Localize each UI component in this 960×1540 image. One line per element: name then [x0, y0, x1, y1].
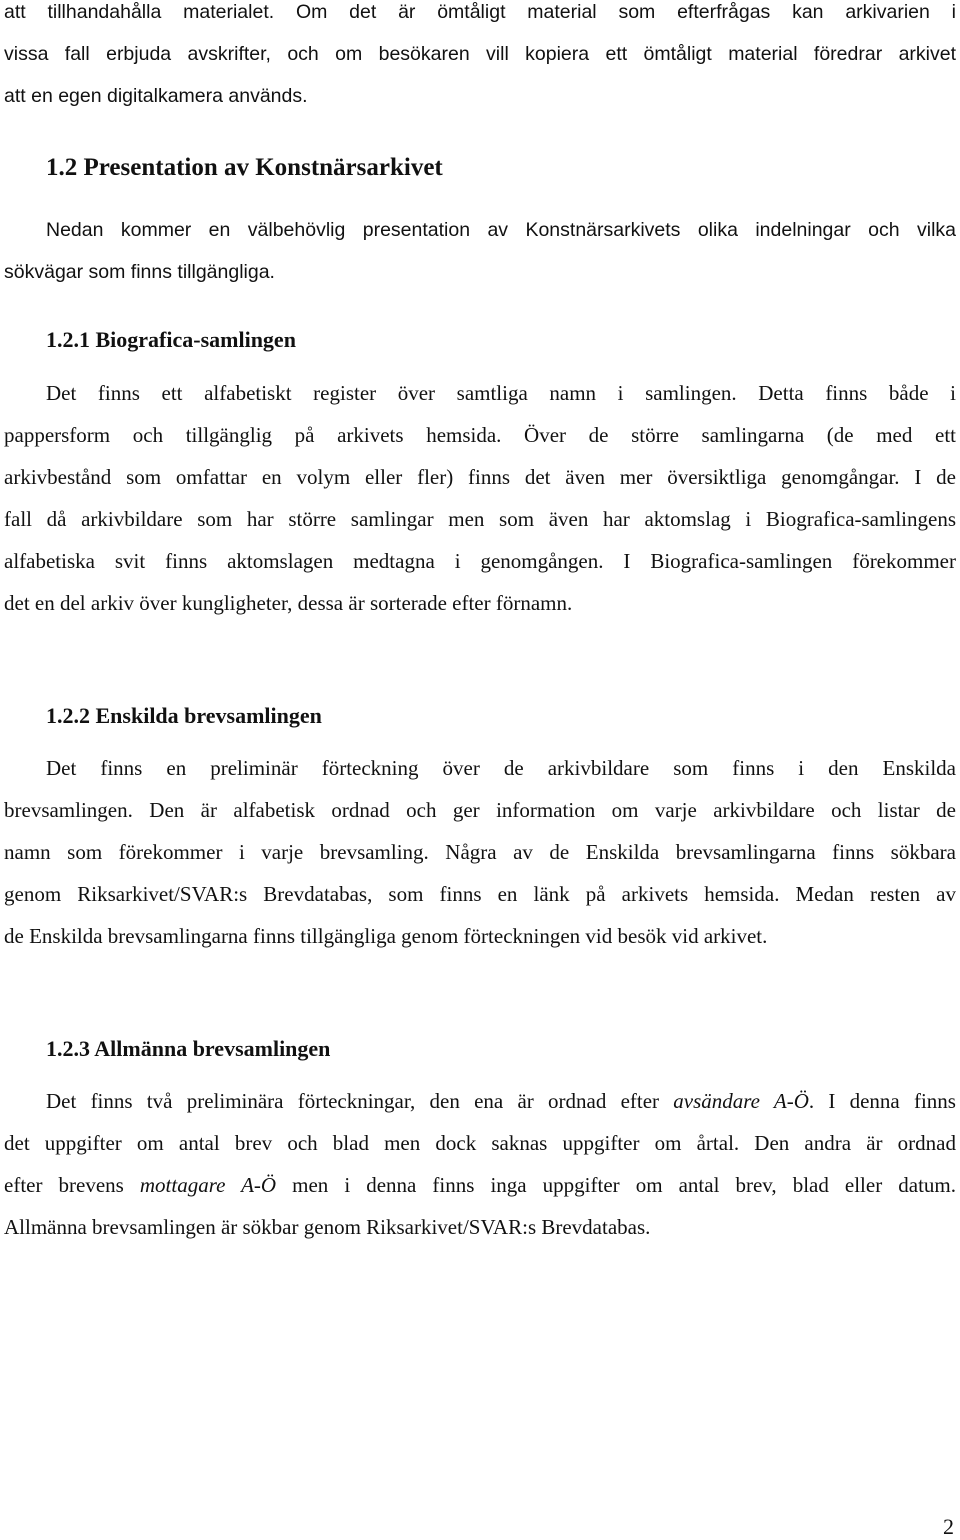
page-number: 2	[943, 1514, 954, 1539]
section-1-2-2-paragraph	[4, 747, 956, 957]
section-1-2-1-paragraph	[4, 372, 956, 624]
text-line: fall då arkivbildare som har större samlingar men som även har aktomslag i Biografica-samlingens	[4, 507, 956, 531]
text-line: att en egen digitalkamera används.	[4, 85, 308, 107]
text-line: namn som förekommer i varje brevsamling. Några av de Enskilda brevsamlingarna finns sökbara	[4, 840, 956, 864]
text-segment: . I denna finns	[808, 1089, 956, 1113]
section-heading-1-2: 1.2 Presentation av Konstnärsarkivet	[46, 154, 443, 181]
text-line: Allmänna brevsamlingen är sökbar genom Riksarkivet/SVAR:s Brevdatabas.	[4, 1215, 651, 1239]
intro-paragraph	[4, 0, 956, 117]
text-line: pappersform och tillgänglig på arkivets hemsida. Över de större samlingarna (de med ett	[4, 423, 956, 447]
section-1-2-paragraph	[4, 209, 956, 293]
text-segment: Det finns två preliminära förteckningar, den ena är ordnad efter	[46, 1089, 674, 1113]
text-line: det en del arkiv över kungligheter, dessa är sorterade efter förnamn.	[4, 591, 573, 615]
text-line: alfabetiska svit finns aktomslagen medtagna i genomgången. I Biografica-samlingen förekommer	[4, 549, 956, 573]
text-line: att tillhandahålla materialet. Om det är ömtåligt material som efterfrågas kan arkivarien i	[4, 1, 956, 23]
text-line: brevsamlingen. Den är alfabetisk ordnad och ger information om varje arkivbildare och listar de	[4, 798, 956, 822]
text-line	[4, 1164, 956, 1206]
emphasis-text: avsändare A-Ö	[673, 1089, 809, 1113]
text-line: Det finns ett alfabetiskt register över samtliga namn i samlingen. Detta finns både i	[46, 381, 956, 405]
text-line: genom Riksarkivet/SVAR:s Brevdatabas, som finns en länk på arkivets hemsida. Medan resten av	[4, 882, 956, 906]
text-line: de Enskilda brevsamlingarna finns tillgängliga genom förteckningen vid besök vid arkivet.	[4, 924, 768, 948]
emphasis-text: mottagare A-Ö	[139, 1173, 277, 1197]
text-line: det uppgifter om antal brev och blad men dock saknas uppgifter om årtal. Den andra är ordnad	[4, 1131, 956, 1155]
text-segment: men i denna finns inga uppgifter om antal brev, blad eller datum.	[276, 1173, 956, 1197]
section-1-2-3-paragraph	[4, 1080, 956, 1248]
text-line: vissa fall erbjuda avskrifter, och om besökaren vill kopiera ett ömtåligt material föredrar arkivet	[4, 43, 956, 65]
text-line: Det finns en preliminär förteckning över de arkivbildare som finns i den Enskilda	[46, 756, 956, 780]
text-segment: efter brevens	[4, 1173, 140, 1197]
text-line: sökvägar som finns tillgängliga.	[4, 261, 275, 283]
text-line	[4, 1080, 956, 1122]
text-line: Nedan kommer en välbehövlig presentation av Konstnärsarkivets olika indelningar och vilka	[46, 219, 956, 241]
section-heading-1-2-1: 1.2.1 Biografica-samlingen	[46, 327, 296, 352]
section-heading-1-2-3: 1.2.3 Allmänna brevsamlingen	[46, 1036, 331, 1061]
section-heading-1-2-2: 1.2.2 Enskilda brevsamlingen	[46, 703, 322, 728]
text-line: arkivbestånd som omfattar en volym eller fler) finns det även mer översiktliga genomgångar. I de	[4, 465, 956, 489]
